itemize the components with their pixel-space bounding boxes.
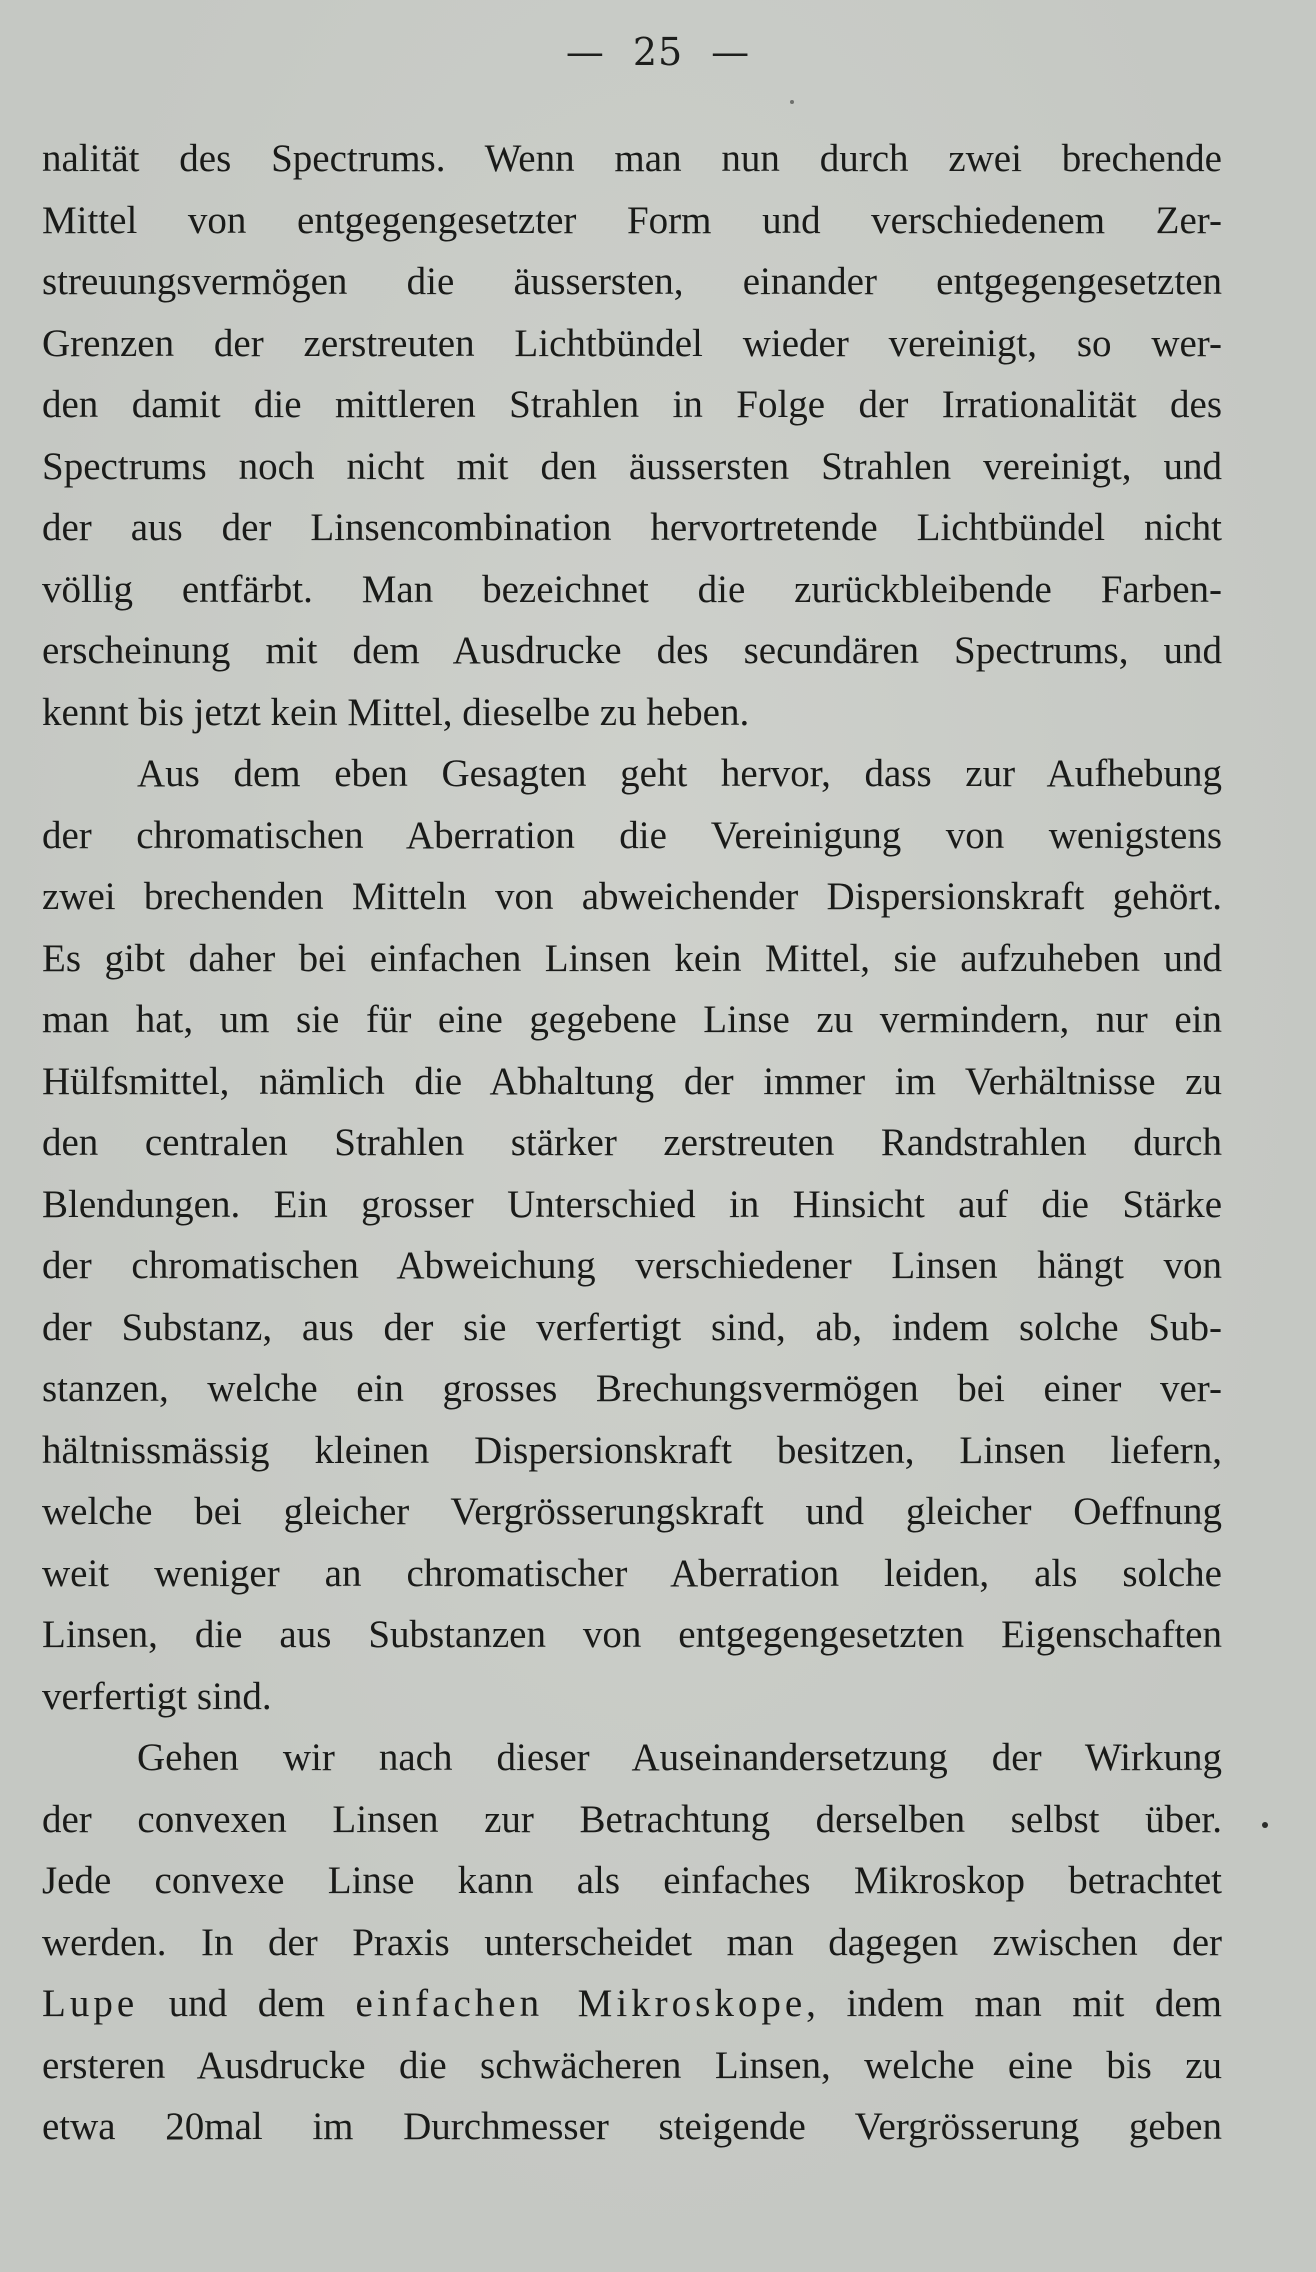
text-line: werden. In der Praxis unterscheidet man dagegen zwischen der [42,1920,1222,1964]
header-dash-right: — [711,30,751,74]
text-line: Grenzen der zerstreuten Lichtbündel wieder vereinigt, so wer- [42,321,1222,365]
page-header [0,30,1316,74]
text-line: Jede convexe Linse kann als einfaches Mikroskop betrachtet [42,1859,1222,1902]
paper-speck [790,100,794,104]
page-number: 25 [632,30,684,74]
margin-dot-mark [1262,1822,1268,1828]
text-line: kennt bis jetzt kein Mittel, dieselbe zu heben. [42,690,750,734]
spaced-term-einfachen-mikroskope: einfachen Mikroskope [355,1982,807,2025]
body-text [42,128,1222,2158]
text-line: welche bei gleicher Vergrösserungskraft und gleicher Oeffnung [42,1490,1222,1533]
text-line: Es gibt daher bei einfachen Linsen kein Mittel, sie aufzuheben und [42,936,1222,980]
text-line: etwa 20mal im Durchmesser steigende Vergrösserung geben [42,2105,1222,2148]
text-line: erscheinung mit dem Ausdrucke des secundären Spectrums, und [42,629,1222,672]
text-segment: , indem man mit dem [806,1982,1223,2025]
text-line: den damit die mittleren Strahlen in Folge der Irrationalität des [42,383,1222,426]
text-line: weit weniger an chromatischer Aberration leiden, als solche [42,1551,1222,1595]
header-dash-left: — [565,30,605,74]
text-line: der chromatischen Aberration die Vereinigung von wenigstens [42,813,1222,857]
text-line: verfertigt sind. [42,1674,272,1718]
text-line: Aus dem eben Gesagten geht hervor, dass zur Aufhebung [137,752,1222,795]
text-line-spaced [42,1973,1222,2035]
text-line: Linsen, die aus Substanzen von entgegengesetzten Eigenschaften [42,1613,1222,1656]
text-line: der aus der Linsencombination hervortretende Lichtbündel nicht [42,506,1222,549]
text-line: Mittel von entgegengesetzter Form und verschiedenem Zer- [42,198,1222,242]
text-line: Gehen wir nach dieser Auseinandersetzung der Wirkung [137,1736,1222,1779]
spaced-term-lupe: Lupe [42,1982,139,2025]
text-line: der convexen Linsen zur Betrachtung derselben selbst über. [42,1797,1222,1841]
text-line: der chromatischen Abweichung verschiedener Linsen hängt von [42,1244,1222,1287]
text-line: man hat, um sie für eine gegebene Linse zu vermindern, nur ein [42,998,1222,1041]
text-line: völlig entfärbt. Man bezeichnet die zurückbleibende Farben- [42,567,1222,611]
text-line: streuungsvermögen die äussersten, einander entgegengesetzten [42,260,1222,303]
text-line: stanzen, welche ein grosses Brechungsvermögen bei einer ver- [42,1367,1222,1410]
text-line: der Substanz, aus der sie verfertigt sind, ab, indem solche Sub- [42,1305,1222,1349]
text-line: den centralen Strahlen stärker zerstreuten Randstrahlen durch [42,1121,1222,1164]
text-line: zwei brechenden Mitteln von abweichender Dispersionskraft gehört. [42,875,1222,918]
text-line: nalität des Spectrums. Wenn man nun durch zwei brechende [42,137,1222,180]
text-line: ersteren Ausdrucke die schwächeren Linsen, welche eine bis zu [42,2043,1222,2087]
text-segment: und dem [168,1982,325,2025]
text-line: Spectrums noch nicht mit den äussersten Strahlen vereinigt, und [42,444,1222,488]
text-line: Hülfsmittel, nämlich die Abhaltung der immer im Verhältnisse zu [42,1059,1222,1103]
text-line: hältnissmässig kleinen Dispersionskraft besitzen, Linsen liefern, [42,1428,1222,1472]
text-line: Blendungen. Ein grosser Unterschied in Hinsicht auf die Stärke [42,1182,1222,1226]
